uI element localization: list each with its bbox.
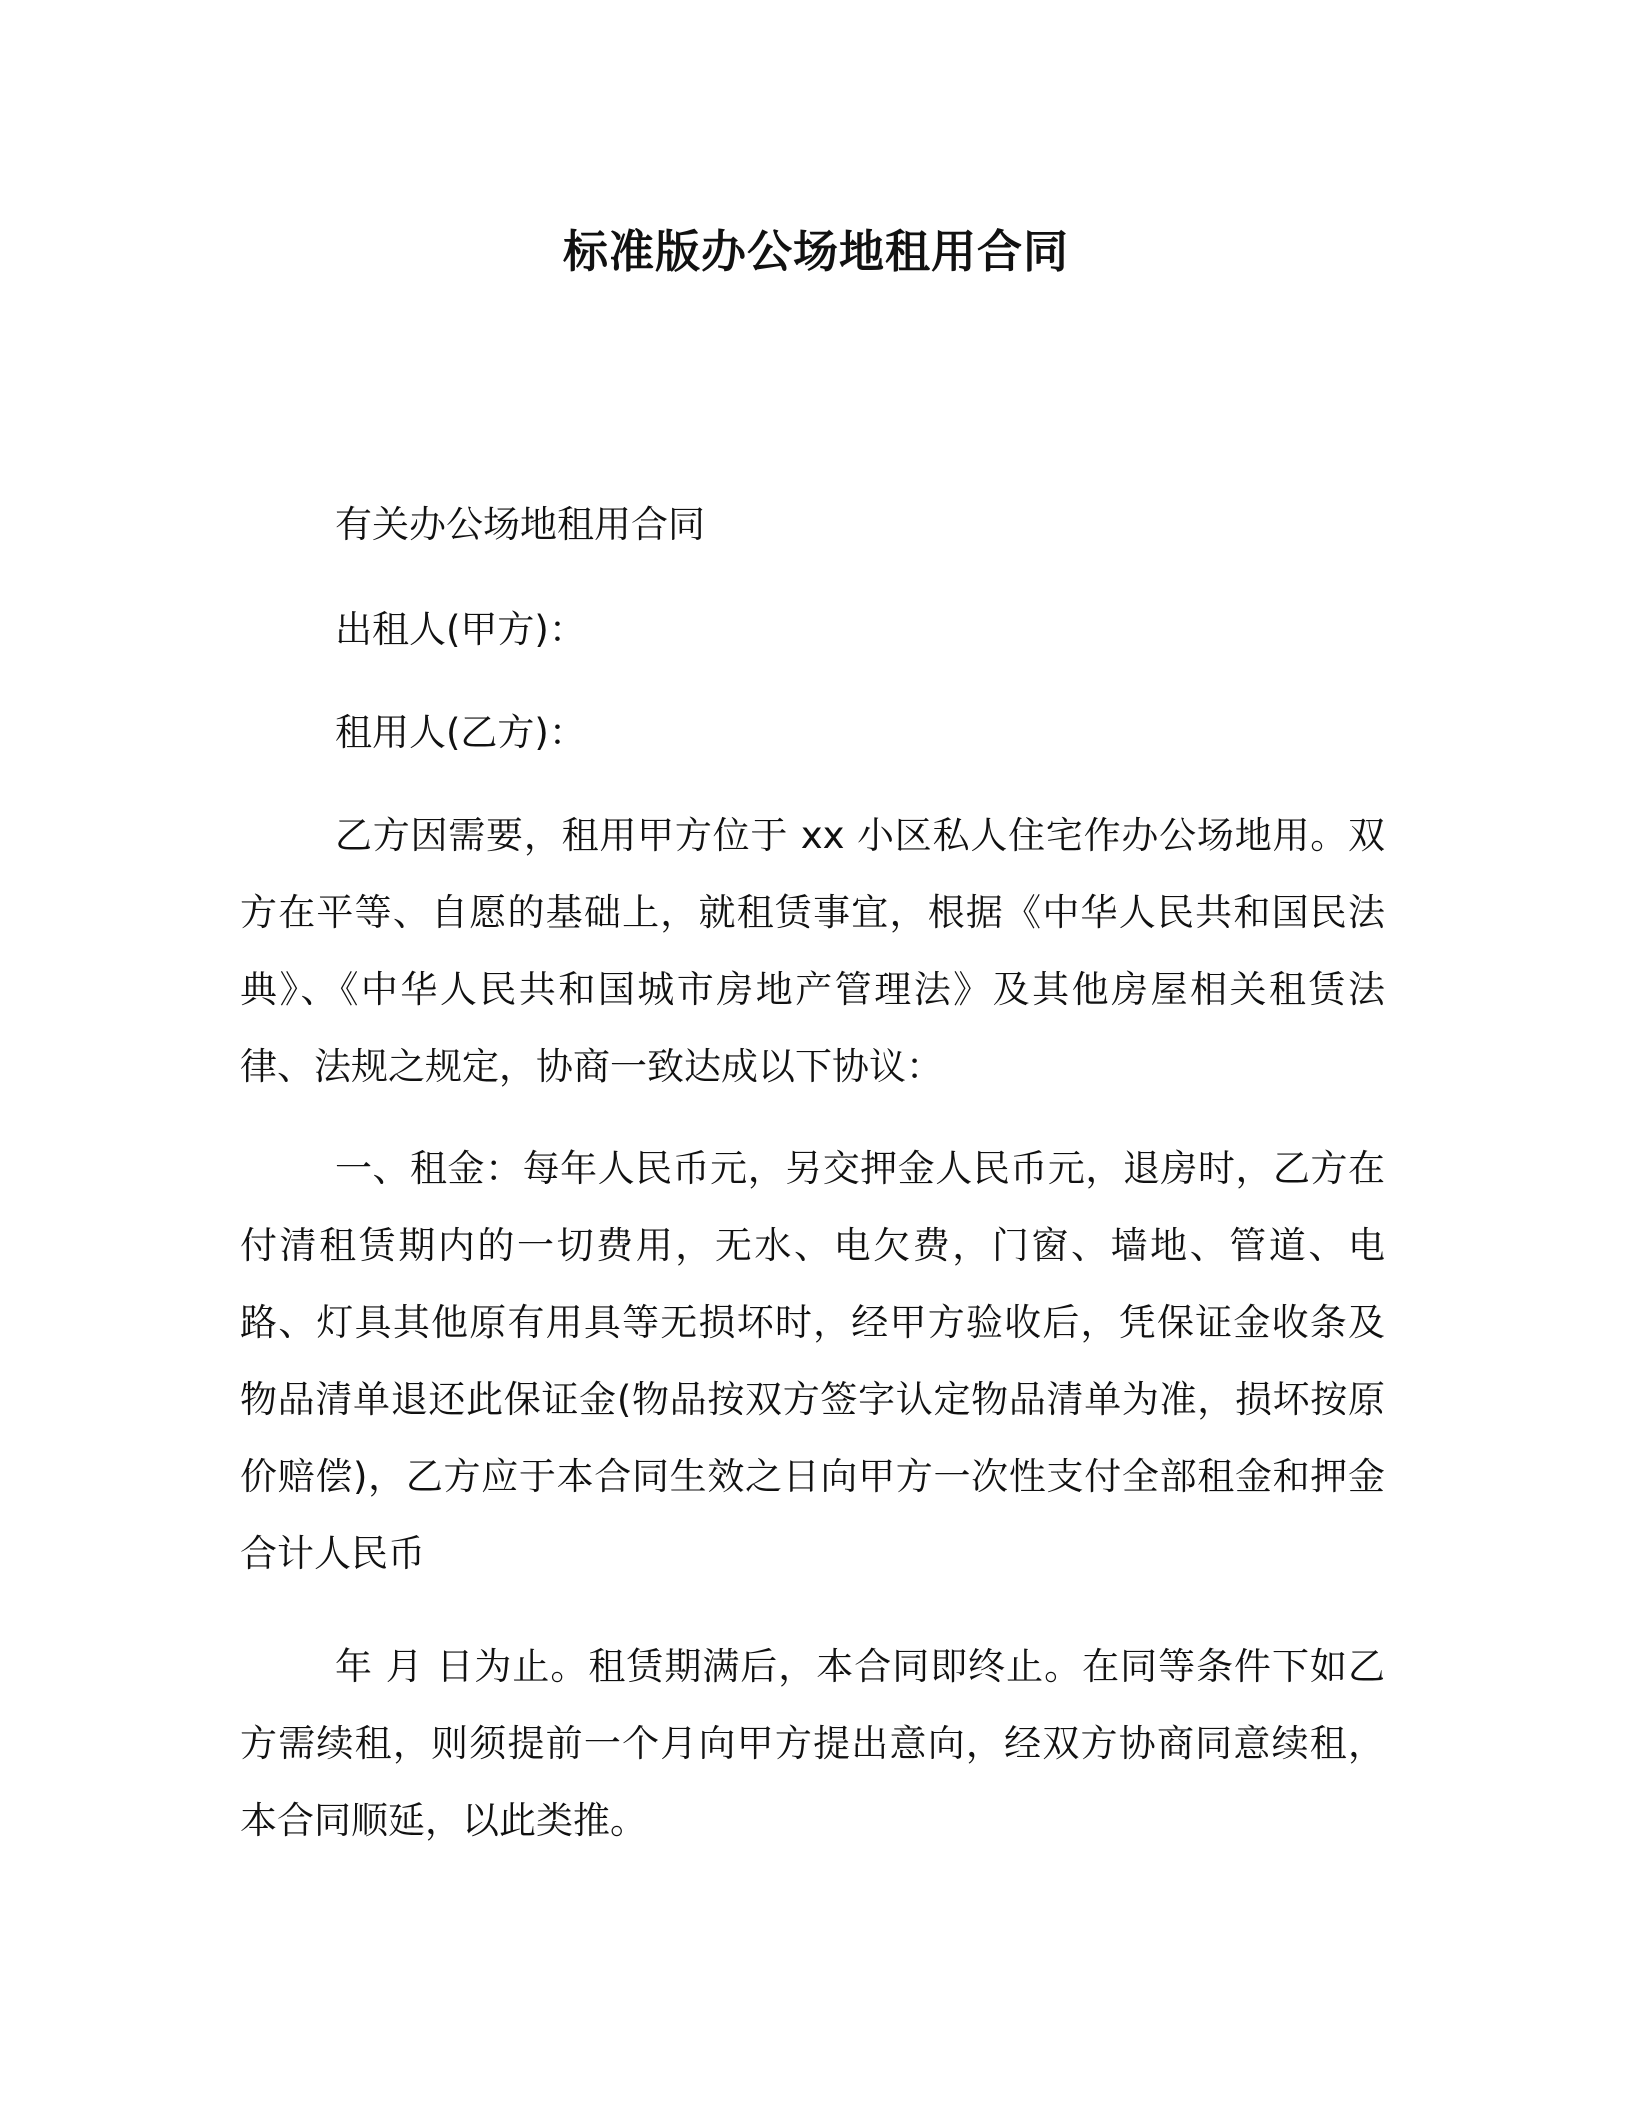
document-title: 标准版办公场地租用合同	[562, 225, 1069, 278]
lessor-line: 出租人(甲方)：	[335, 608, 586, 651]
paragraph-rent: 一、租金：每年人民币元，另交押金人民币元，退房时，乙方在付清租赁期内的一切费用，无水、电欠费，门窗、墙地、管道、电路、灯具其他原有用具等无损坏时，经甲方验收后，凭保证金收条及物品清单退还此保证金(物品按双方签字认定物品清单为准，损坏按原价赔偿)，乙方应于本合同生效之日向甲方一次性支付全部租金和押金合计人民币	[240, 1147, 1385, 1575]
contract-subtitle: 有关办公场地租用合同	[335, 503, 705, 546]
lessee-line: 租用人(乙方)：	[335, 711, 586, 754]
paragraph-preamble: 乙方因需要，租用甲方位于 xx 小区私人住宅作办公场地用。双方在平等、自愿的基础上，就租赁事宜，根据《中华人民共和国民法典》、《中华人民共和国城市房地产管理法》及其他房屋相关租赁法律、法规之规定，协商一致达成以下协议：	[240, 814, 1385, 1088]
paragraph-term: 年 月 日为止。租赁期满后，本合同即终止。在同等条件下如乙方需续租，则须提前一个月向甲方提出意向，经双方协商同意续租，本合同顺延，以此类推。	[240, 1645, 1385, 1842]
